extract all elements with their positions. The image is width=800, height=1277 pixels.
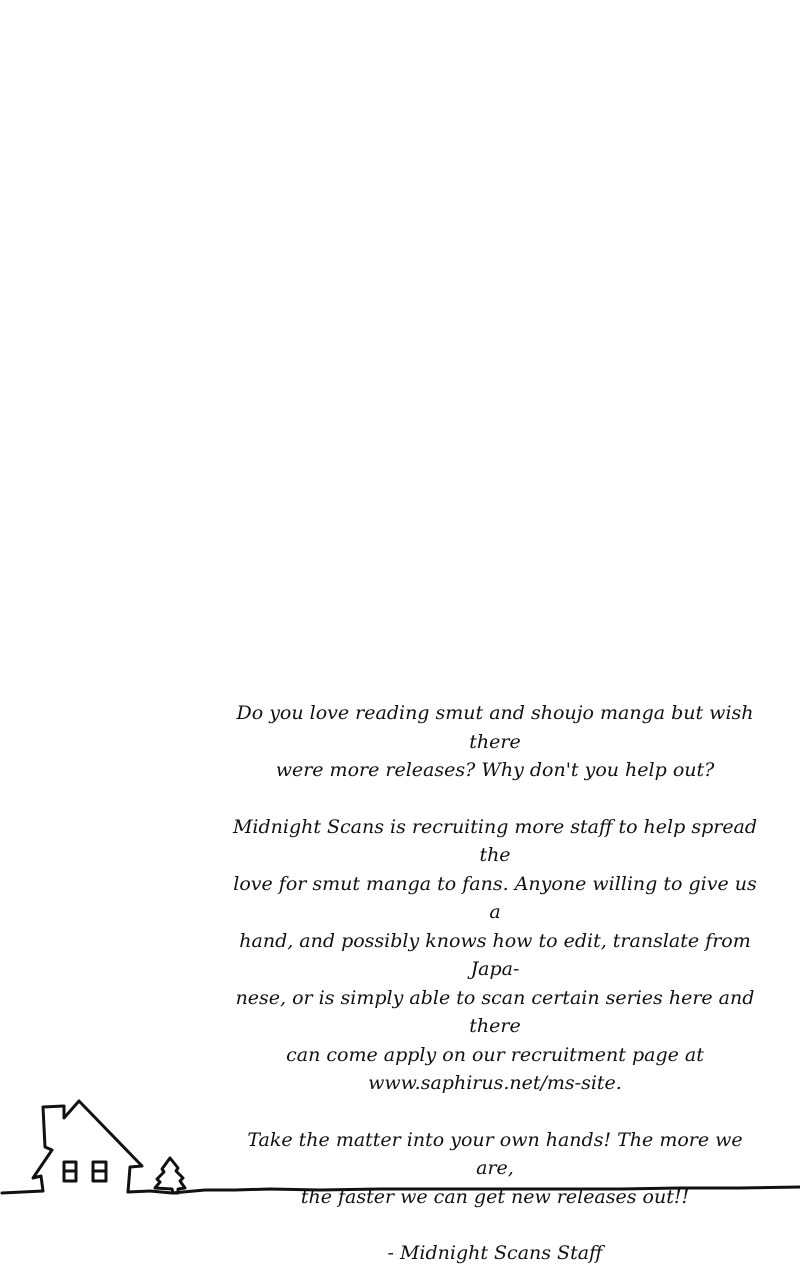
- recruitment-url: www.saphirus.net/ms-site.: [368, 1072, 622, 1094]
- paragraph-gap: [230, 1211, 760, 1239]
- signature: - Midnight Scans Staff: [387, 1242, 603, 1264]
- intro-line-2: were more releases? Why don't you help out?: [275, 759, 715, 781]
- ground-line: [128, 1187, 800, 1193]
- recruit-line: hand, and possibly knows how to edit, translate from Japa-: [239, 929, 751, 980]
- intro-line-1: Do you love reading smut and shoujo manga but wish there: [236, 702, 754, 753]
- closing-line-2: the faster we can get new releases out!!: [300, 1185, 690, 1208]
- recruit-line: love for smut manga to fans. Anyone willing to give us a: [233, 872, 757, 923]
- tree-doodle-icon: [155, 1158, 185, 1193]
- house-doodle-icon: [2, 1101, 142, 1193]
- recruit-line: Midnight Scans is recruiting more staff to help spread the: [232, 815, 758, 866]
- closing-line-1: Take the matter into your own hands! The more we are,: [247, 1128, 743, 1179]
- recruit-line: nese, or is simply able to scan certain series here and there: [235, 986, 755, 1037]
- recruit-line: can come apply on our recruitment page at: [286, 1043, 704, 1066]
- paragraph-gap: [230, 785, 760, 813]
- house-doodle-drawing: [0, 1095, 800, 1205]
